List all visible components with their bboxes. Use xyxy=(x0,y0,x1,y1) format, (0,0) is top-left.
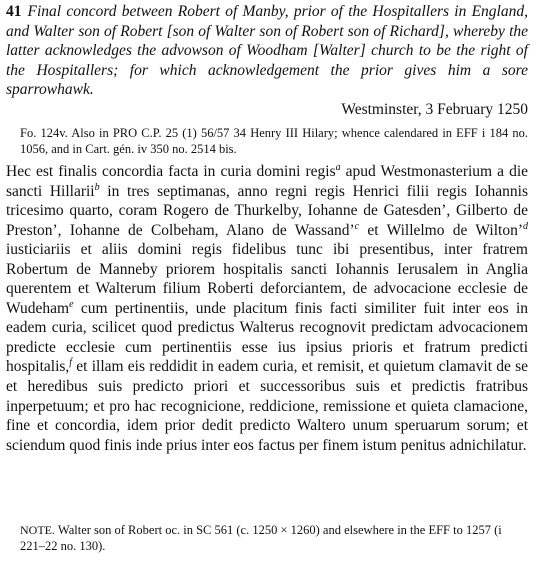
text-segment: apud Westmonasterium a die sancti Hillarii xyxy=(6,163,529,200)
entry-heading xyxy=(6,2,528,100)
text-segment: et Willelmo de Wilton’ xyxy=(359,221,523,239)
editorial-note xyxy=(20,522,528,554)
note-label: NOTE. xyxy=(20,523,55,537)
text-segment: cum pertinentiis, unde placitum finis facti similiter fuit inter eos in eadem curia, scilicet quod predictus Walterus recognovit predictam advocacionem predicte ecclesie cum pertinentiis esse ius ipsius prioris et fratrum predicti hospitalis, xyxy=(6,299,528,376)
place-date: Westminster, 3 February 1250 xyxy=(341,101,528,118)
footnote-marker: f xyxy=(69,357,73,369)
text-segment: Hec est finalis concordia facta in curia domini regis xyxy=(6,163,336,180)
note-text: Walter son of Robert oc. in SC 561 (c. 1250 × 1260) and elsewhere in the EFF to 1257 (i 221–22 no. 130). xyxy=(20,523,502,553)
entry-number: 41 xyxy=(6,3,22,20)
charter-text xyxy=(6,162,528,455)
text-segment: et illam eis reddidit in eadem curia, et remisit, et quietum clamavit de se et heredibus suis predicto priori et successoribus suis et predictis fratribus inperpetuum; et pro hac recognicione, reddicione, remissione et quieta clamacione, fine et concordia, idem prior dedit predicto Waltero unum speruarum sorum; et sciendum quod finis inde prius inter eos factus per finem istum penitus adnichilatur. xyxy=(6,358,528,454)
source-citation: Fo. 124v. Also in PRO C.P. 25 (1) 56/57 34 Henry III Hilary; whence calendared in EFF i 184 no. 1056, and in Cart. gén. iv 350 no. 2514 bis. xyxy=(20,126,528,156)
text-segment: iusticiariis et aliis domini regis fidelibus tunc ibi presentibus, inter fratrem Robertum de Manneby priorem hospitalis sancti Iohannis Ierusalem in Anglia querentem et Walterum filium Roberti deforciantem, de advocacione ecclesie de Wudeham xyxy=(6,241,528,317)
text-segment: in tres septimanas, anno regni regis Henrici filii regis Iohannis tricesimo quarto, coram Rogero de Thurkelby, Iohanne de Gatesden’, Gilberto de Preston’, Iohanne de Colbeham, Alano de Wassand’ xyxy=(6,182,529,239)
footnote-marker: a xyxy=(335,161,341,173)
footnote-marker: d xyxy=(523,220,528,232)
footnote-marker: e xyxy=(69,298,74,310)
footnote-marker: b xyxy=(94,181,100,193)
footnote-marker: c xyxy=(354,220,360,232)
entry-summary: Final concord between Robert of Manby, prior of the Hospitallers in England, and Walter son of Robert [son of Walter son of Robert son of Richard], whereby the latter acknowledges the advowson of Woodham [Walter] church to be the right of the Hospitallers; for which acknowledgement the prior gives him a sore sparrowhawk. xyxy=(6,3,528,98)
